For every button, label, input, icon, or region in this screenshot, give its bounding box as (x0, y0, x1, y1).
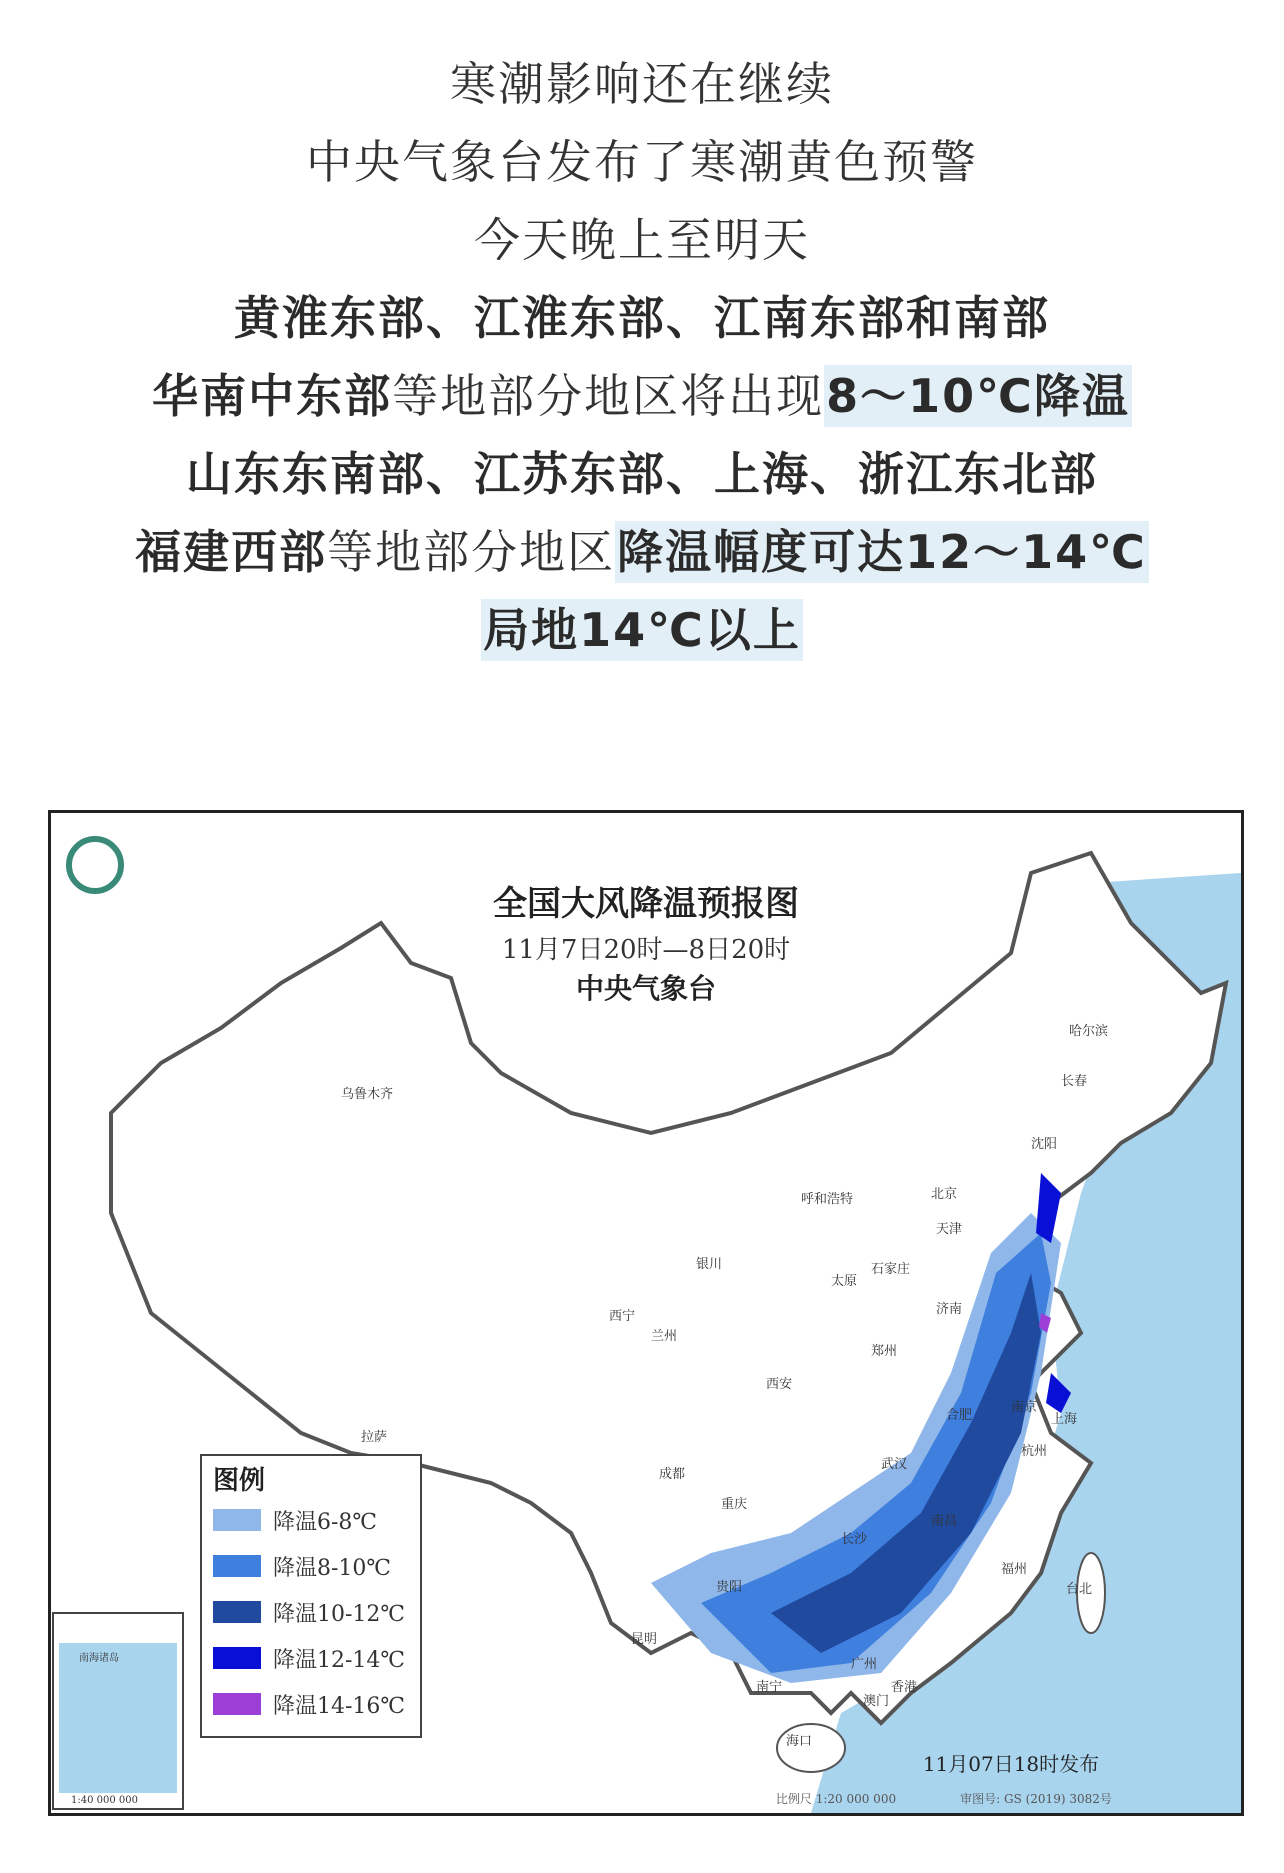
legend (201, 1455, 421, 1737)
issued-time: 11月07日18时发布 (922, 1752, 1100, 1776)
city-label: 兰州 (651, 1329, 678, 1344)
city-label: 昆明 (631, 1632, 658, 1647)
city-label: 合肥 (946, 1408, 973, 1423)
line-7-highlight: 降温幅度可达12～14℃ (615, 521, 1149, 583)
legend-swatch (213, 1509, 261, 1531)
city-label: 成都 (659, 1467, 686, 1482)
city-label: 海口 (786, 1734, 813, 1749)
city-label: 石家庄 (871, 1262, 911, 1277)
city-label: 北京 (931, 1187, 958, 1202)
city-label: 太原 (831, 1274, 858, 1289)
legend-swatch (213, 1693, 261, 1715)
city-label: 拉萨 (361, 1430, 388, 1445)
line-2: 中央气象台发布了寒潮黄色预警 (306, 135, 978, 189)
map-period: 11月7日20时—8日20时 (501, 935, 791, 965)
legend-title: 图例 (213, 1466, 266, 1496)
line-8-highlight: 局地14℃以上 (481, 599, 803, 661)
legend-label: 降温10-12℃ (273, 1602, 406, 1627)
city-label: 长沙 (841, 1532, 868, 1547)
city-label: 郑州 (871, 1344, 898, 1359)
legend-swatch (213, 1555, 261, 1577)
map-title: 全国大风降温预报图 (493, 884, 799, 924)
line-7-normal: 等地部分地区 (327, 525, 616, 579)
line-1: 寒潮影响还在继续 (450, 57, 834, 111)
line-3: 今天晚上至明天 (474, 213, 810, 267)
city-label: 西宁 (609, 1309, 636, 1324)
city-label: 南宁 (756, 1680, 783, 1695)
legend-swatch (213, 1601, 261, 1623)
city-label: 天津 (936, 1222, 963, 1237)
cma-logo (69, 839, 121, 891)
city-label: 贵阳 (716, 1580, 743, 1595)
city-label: 福州 (1001, 1562, 1028, 1577)
city-label: 杭州 (1021, 1444, 1048, 1459)
map-scale: 比例尺 1:20 000 000 (775, 1792, 897, 1806)
line-6: 山东东南部、江苏东部、上海、浙江东北部 (186, 447, 1098, 501)
inset-label: 南海诸岛 (79, 1653, 119, 1664)
city-label: 武汉 (881, 1457, 908, 1472)
city-label: 台北 (1066, 1582, 1093, 1597)
line-8 (0, 594, 1284, 660)
city-label: 香港 (891, 1680, 918, 1695)
city-label: 西安 (766, 1377, 793, 1392)
city-label: 广州 (851, 1657, 878, 1672)
line-5 (0, 360, 1284, 426)
map-review-number: 审图号: GS (2019) 3082号 (960, 1792, 1112, 1806)
line-7-bold: 福建西部 (135, 525, 328, 579)
map-issuer: 中央气象台 (575, 972, 717, 1005)
city-label: 乌鲁木齐 (341, 1087, 394, 1102)
legend-label: 降温8-10℃ (273, 1556, 392, 1581)
map-svg (51, 813, 1241, 1813)
city-label: 济南 (936, 1302, 963, 1317)
city-label: 沈阳 (1031, 1137, 1058, 1152)
inset-scale: 1:40 000 000 (71, 1795, 138, 1806)
legend-label: 降温6-8℃ (273, 1510, 378, 1535)
city-label: 上海 (1051, 1412, 1078, 1427)
city-label: 哈尔滨 (1069, 1024, 1109, 1039)
south-china-sea-inset (53, 1613, 183, 1809)
line-5-bold: 华南中东部 (152, 369, 393, 423)
line-5-normal: 等地部分地区将出现 (392, 369, 825, 423)
legend-swatch (213, 1647, 261, 1669)
forecast-map (48, 810, 1244, 1816)
legend-label: 降温14-16℃ (273, 1694, 406, 1719)
city-label: 南京 (1011, 1400, 1038, 1415)
line-5-highlight: 8～10℃降温 (824, 365, 1132, 427)
line-7 (0, 516, 1284, 582)
line-4: 黄淮东部、江淮东部、江南东部和南部 (234, 291, 1050, 345)
city-label: 银川 (696, 1257, 723, 1272)
city-label: 澳门 (863, 1694, 890, 1709)
city-label: 南昌 (931, 1514, 958, 1529)
city-label: 重庆 (721, 1497, 748, 1512)
legend-label: 降温12-14℃ (273, 1648, 406, 1673)
city-label: 呼和浩特 (801, 1192, 854, 1207)
city-label: 长春 (1061, 1074, 1088, 1089)
